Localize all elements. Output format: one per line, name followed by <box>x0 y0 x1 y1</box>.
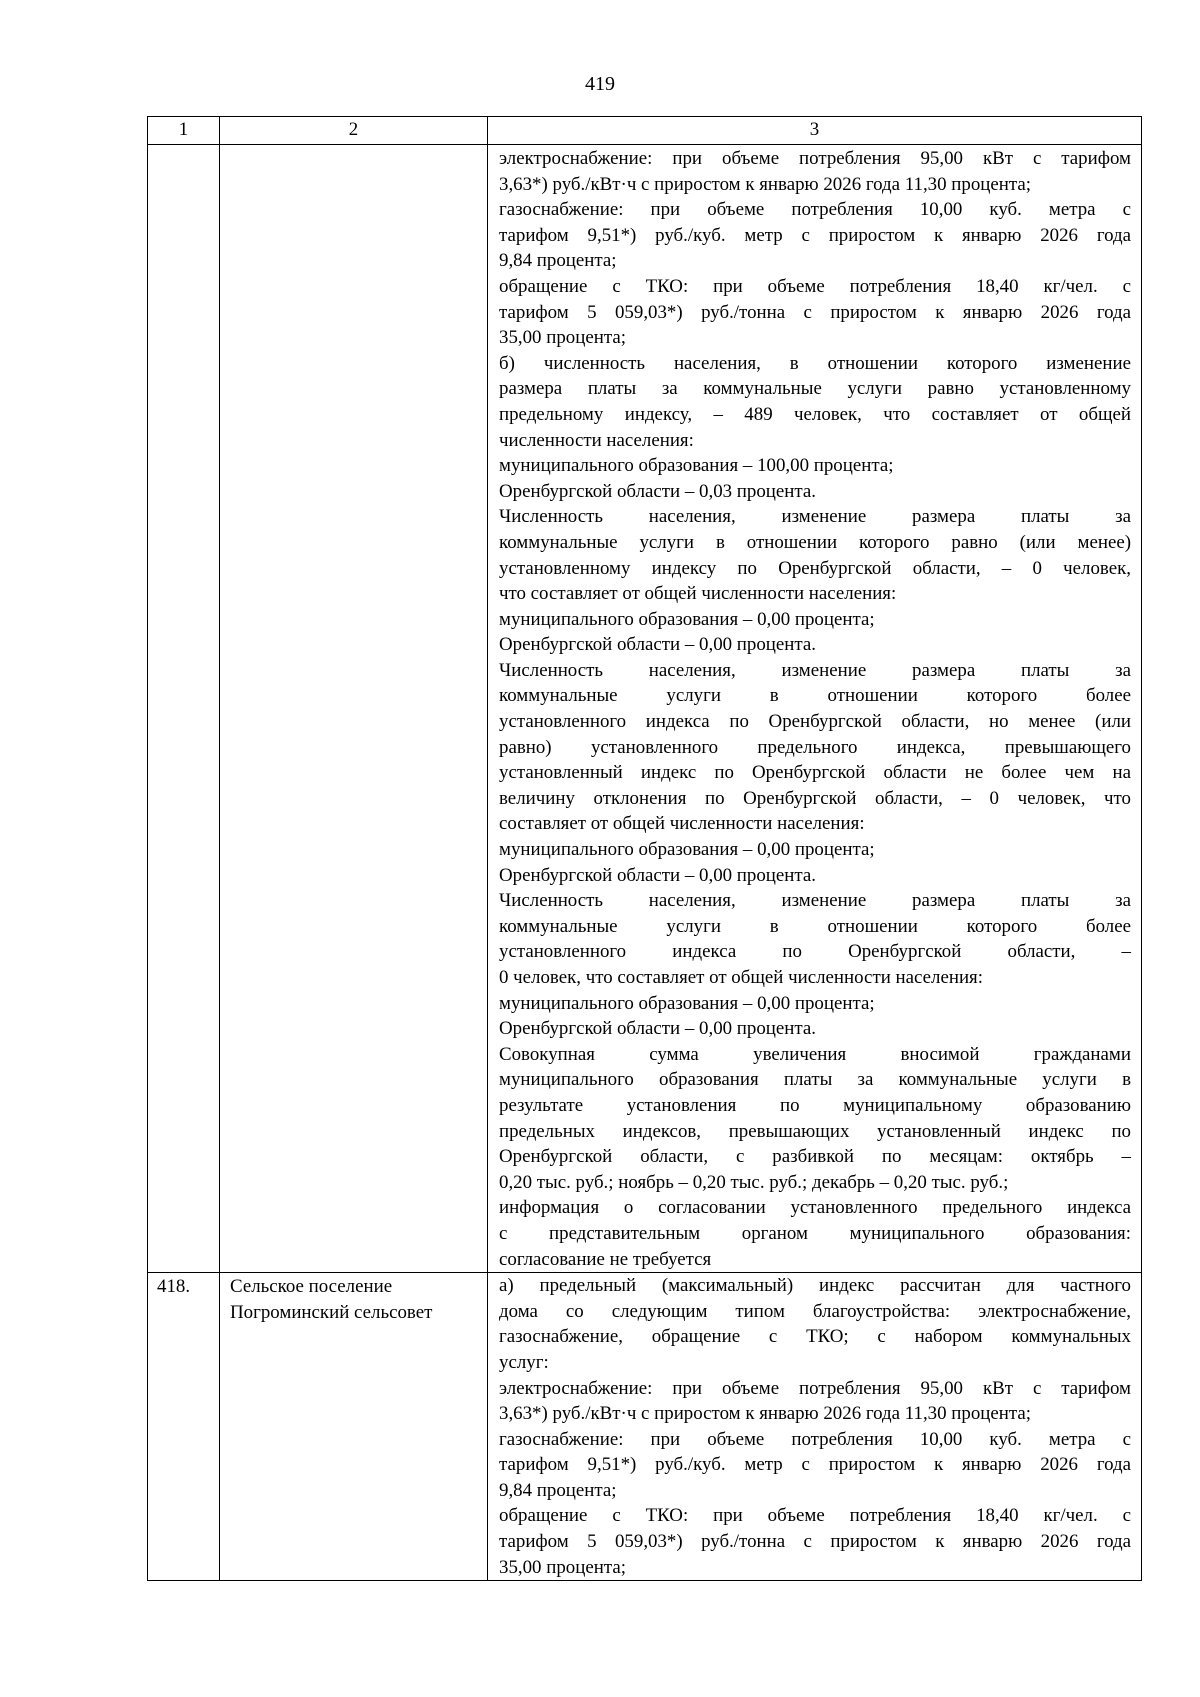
text-line: Численность населения, изменение размера платы за <box>499 659 1131 681</box>
text-line: результате установления по муниципальному образованию <box>499 1094 1131 1116</box>
row-number-cell <box>148 145 220 1273</box>
text-line: коммунальные услуги в отношении которого равно (или менее) <box>499 531 1131 553</box>
text-line: установленного индекса по Оренбургской области, – <box>499 941 1131 963</box>
text-line: 9,84 процента; <box>499 250 617 272</box>
text-line: равно) установленного предельного индекса, превышающего <box>499 736 1131 758</box>
text-line: электроснабжение: при объеме потребления 95,00 кВт с тарифом <box>499 148 1131 169</box>
text-line: тарифом 9,51*) руб./куб. метр с приростом к январю 2026 года <box>499 224 1131 246</box>
header-col-1: 1 <box>148 117 220 145</box>
text-line: Оренбургской области, с разбивкой по месяцам: октябрь – <box>499 1146 1131 1168</box>
text-line: б) численность населения, в отношении которого изменение <box>499 352 1131 374</box>
text-line: муниципального образования – 0,00 процента; <box>499 608 875 630</box>
text-line: Численность населения, изменение размера платы за <box>499 506 1131 528</box>
text-line: численности населения: <box>499 429 694 451</box>
text-line: установленный индекс по Оренбургской области не более чем на <box>499 762 1131 784</box>
text-line: 3,63*) руб./кВт·ч с приростом к январю 2026 года 11,30 процента; <box>499 1403 1032 1425</box>
text-line: предельных индексов, превышающих установленный индекс по <box>499 1120 1131 1142</box>
text-line: Оренбургской области – 0,00 процента. <box>499 634 817 656</box>
text-line: установленного индекса по Оренбургской области, но менее (или <box>499 711 1131 733</box>
page-number: 419 <box>585 73 615 95</box>
table-header-row <box>148 117 1142 145</box>
description-cell <box>488 1273 1142 1581</box>
text-line: 35,00 процента; <box>499 327 626 349</box>
text-line: муниципального образования – 100,00 процента; <box>499 455 894 477</box>
text-line: информация о согласовании установленного предельного индекса <box>499 1197 1131 1219</box>
description-text <box>499 1273 1131 1580</box>
text-line: коммунальные услуги в отношении которого более <box>499 685 1131 707</box>
text-line: тарифом 9,51*) руб./куб. метр с приростом к январю 2026 года <box>499 1454 1131 1476</box>
text-line: что составляет от общей численности населения: <box>499 583 897 605</box>
text-line: Оренбургской области – 0,03 процента. <box>499 480 817 502</box>
text-line: Оренбургской области – 0,00 процента. <box>499 864 817 886</box>
text-line: услуг: <box>499 1351 549 1373</box>
text-line: тарифом 5 059,03*) руб./тонна с приростом к январю 2026 года <box>499 301 1131 323</box>
text-line: муниципального образования – 0,00 процента; <box>499 992 875 1014</box>
header-col-2: 2 <box>220 117 488 145</box>
text-line: муниципального образования платы за коммунальные услуги в <box>499 1069 1131 1091</box>
description-cell <box>488 145 1142 1273</box>
text-line: муниципального образования – 0,00 процента; <box>499 839 875 861</box>
description-text <box>499 146 1131 1272</box>
table-row-418 <box>148 1273 1142 1581</box>
municipality-name-line: Сельское поселение <box>230 1276 393 1298</box>
text-line: Численность населения, изменение размера платы за <box>499 890 1131 912</box>
table-row-continuation <box>148 145 1142 1273</box>
text-line: согласование не требуется <box>499 1248 712 1270</box>
text-line: 3,63*) руб./кВт·ч с приростом к январю 2026 года 11,30 процента; <box>499 173 1032 195</box>
text-line: газоснабжение: при объеме потребления 10,00 куб. метра с <box>499 1428 1131 1450</box>
text-line: 9,84 процента; <box>499 1479 617 1501</box>
text-line: дома со следующим типом благоустройства: электроснабжение, <box>499 1300 1131 1322</box>
municipality-cell <box>220 145 488 1273</box>
text-line: тарифом 5 059,03*) руб./тонна с приростом к январю 2026 года <box>499 1531 1131 1553</box>
text-line: газоснабжение: при объеме потребления 10,00 куб. метра с <box>499 199 1131 221</box>
text-line: 35,00 процента; <box>499 1556 626 1578</box>
text-line: составляет от общей численности населения: <box>499 813 865 835</box>
tariff-index-table <box>147 116 1142 1581</box>
text-line: 0,20 тыс. руб.; ноябрь – 0,20 тыс. руб.; декабрь – 0,20 тыс. руб.; <box>499 1171 1009 1193</box>
text-line: а) предельный (максимальный) индекс рассчитан для частного <box>499 1275 1131 1297</box>
text-line: электроснабжение: при объеме потребления 95,00 кВт с тарифом <box>499 1377 1131 1399</box>
text-line: 0 человек, что составляет от общей численности населения: <box>499 967 983 988</box>
municipality-cell <box>220 1273 488 1581</box>
text-line: обращение с ТКО: при объеме потребления 18,40 кг/чел. с <box>499 1505 1131 1527</box>
header-col-3: 3 <box>488 117 1142 145</box>
text-line: размера платы за коммунальные услуги равно установленному <box>499 378 1131 400</box>
text-line: величину отклонения по Оренбургской области, – 0 человек, что <box>499 787 1131 809</box>
text-line: предельному индексу, – 489 человек, что составляет от общей <box>499 403 1131 425</box>
row-number-cell: 418. <box>148 1273 220 1581</box>
text-line: с представительным органом муниципального образования: <box>499 1222 1131 1244</box>
municipality-name-line: Погроминский сельсовет <box>230 1301 433 1323</box>
text-line: обращение с ТКО: при объеме потребления 18,40 кг/чел. с <box>499 275 1131 297</box>
text-line: Совокупная сумма увеличения вносимой гражданами <box>499 1043 1131 1065</box>
text-line: коммунальные услуги в отношении которого более <box>499 915 1131 937</box>
text-line: Оренбургской области – 0,00 процента. <box>499 1018 817 1040</box>
text-line: газоснабжение, обращение с ТКО; с набором коммунальных <box>499 1326 1131 1348</box>
text-line: установленному индексу по Оренбургской области, – 0 человек, <box>499 557 1131 579</box>
